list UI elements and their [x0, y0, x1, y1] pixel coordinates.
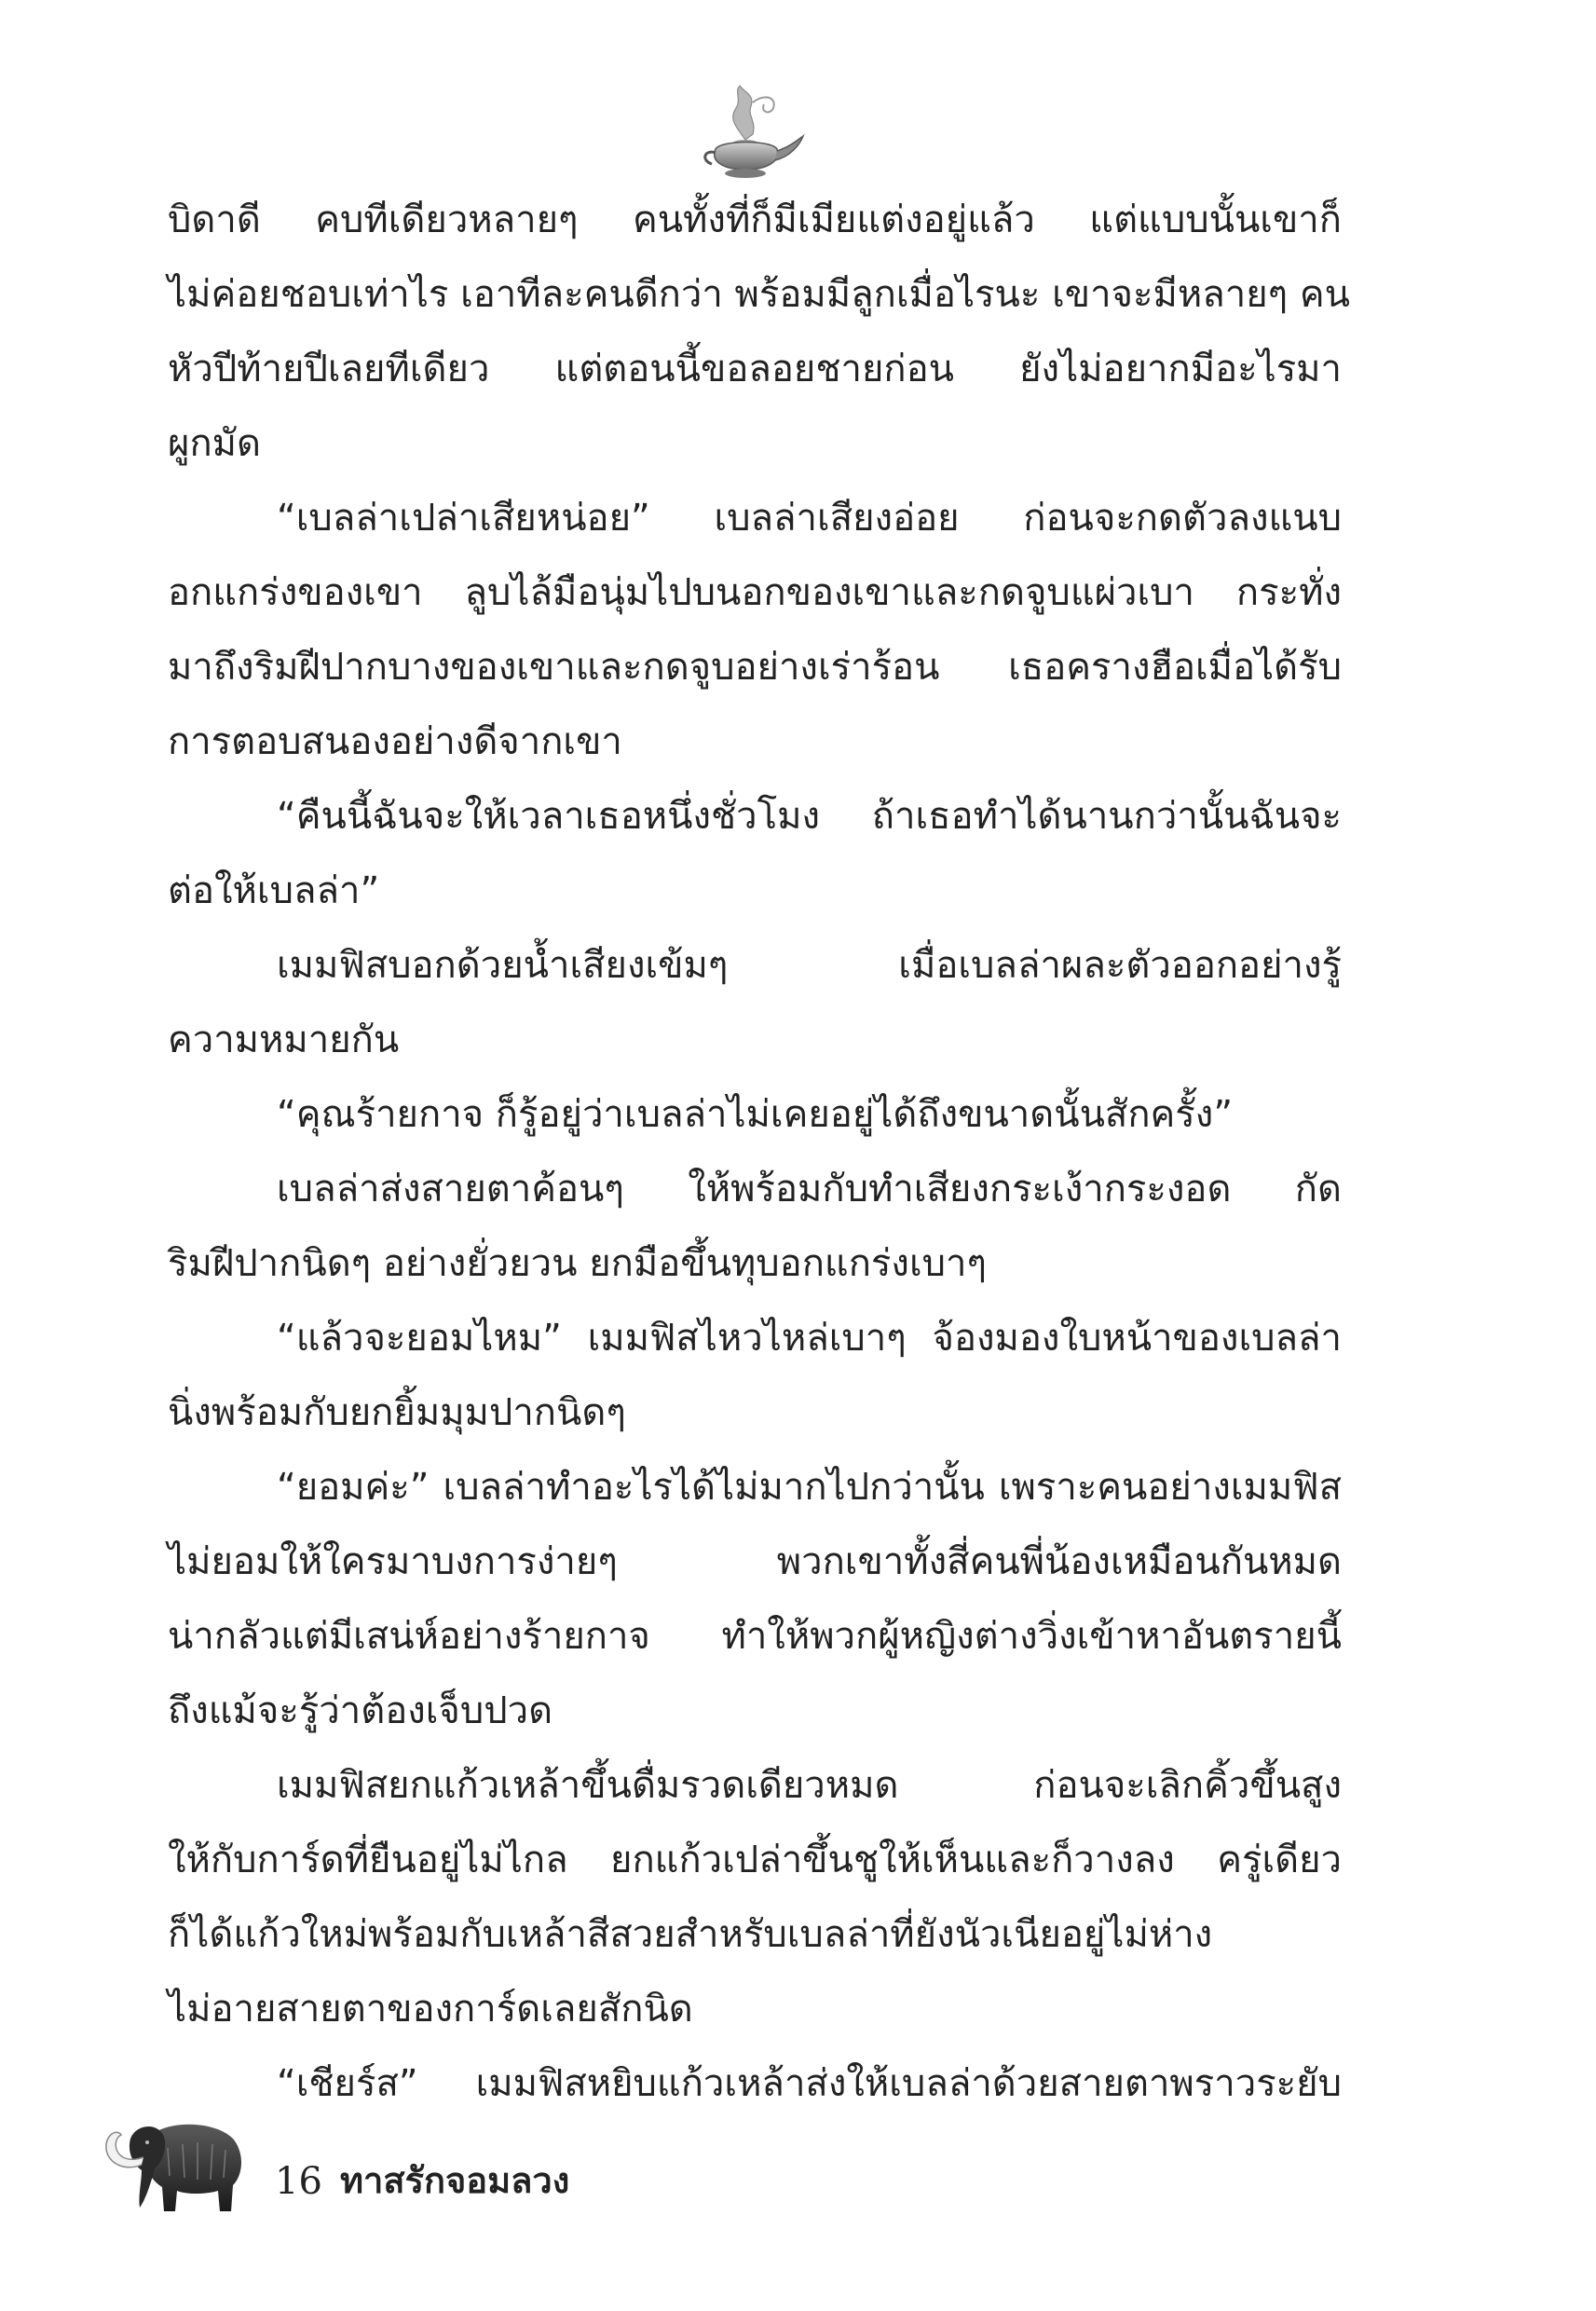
text-line: บิดาดี คบทีเดียวหลายๆ คนทั้งที่ก็มีเมียแต่งอยู่แล้ว แต่แบบนั้นเขาก็: [168, 198, 1342, 241]
text-line: “แล้วจะยอมไหม” เมมฟิสไหวไหล่เบาๆ จ้องมองใบหน้าของเบลล่า: [277, 1317, 1342, 1360]
text-line: ไม่ค่อยชอบเท่าไร เอาทีละคนดีกว่า พร้อมมีลูกเมื่อไรนะ เขาจะมีหลายๆ คน: [168, 273, 1350, 316]
page-number: 16: [275, 2160, 322, 2203]
text-line: “ยอมค่ะ” เบลล่าทำอะไรได้ไม่มากไปกว่านั้น เพราะคนอย่างเมมฟิส: [277, 1466, 1342, 1509]
text-line: ไม่อายสายตาของการ์ดเลยสักนิด: [168, 1988, 693, 2031]
text-line: ริมฝีปากนิดๆ อย่างยั่วยวน ยกมือขึ้นทุบอกแกร่งเบาๆ: [168, 1242, 987, 1285]
text-line: “เบลล่าเปล่าเสียหน่อย” เบลล่าเสียงอ่อย ก่อนจะกดตัวลงแนบ: [277, 497, 1342, 540]
text-line: ก็ได้แก้วใหม่พร้อมกับเหล้าสีสวยสำหรับเบลล่าที่ยังนัวเนียอยู่ไม่ห่าง: [168, 1913, 1213, 1956]
text-line: “คืนนี้ฉันจะให้เวลาเธอหนึ่งชั่วโมง ถ้าเธอทำได้นานกว่านั้นฉันจะ: [277, 795, 1342, 838]
genie-lamp-icon: [680, 82, 811, 185]
mammoth-icon: [93, 2111, 252, 2218]
text-line: เมมฟิสยกแก้วเหล้าขึ้นดื่มรวดเดียวหมด ก่อนจะเลิกคิ้วขึ้นสูง: [277, 1764, 1342, 1807]
text-line: ถึงแม้จะรู้ว่าต้องเจ็บปวด: [168, 1689, 553, 1732]
text-line: ให้กับการ์ดที่ยืนอยู่ไม่ไกล ยกแก้วเปล่าขึ้นชูให้เห็นและก็วางลง ครู่เดียว: [168, 1839, 1342, 1881]
text-line: “คุณร้ายกาจ ก็รู้อยู่ว่าเบลล่าไม่เคยอยู่ได้ถึงขนาดนั้นสักครั้ง”: [277, 1093, 1234, 1136]
text-line: ผูกมัด: [168, 422, 261, 465]
book-title: ทาสรักจอมลวง: [340, 2160, 570, 2201]
text-line: “เชียร์ส” เมมฟิสหยิบแก้วเหล้าส่งให้เบลล่าด้วยสายตาพราวระยับ: [277, 2062, 1342, 2105]
text-line: อกแกร่งของเขา ลูบไล้มือนุ่มไปบนอกของเขาและกดจูบแผ่วเบา กระทั่ง: [168, 571, 1342, 614]
text-line: หัวปีท้ายปีเลยทีเดียว แต่ตอนนี้ขอลอยชายก่อน ยังไม่อยากมีอะไรมา: [168, 348, 1342, 390]
text-line: น่ากลัวแต่มีเสน่ห์อย่างร้ายกาจ ทำให้พวกผู้หญิงต่างวิ่งเข้าหาอันตรายนี้: [168, 1615, 1342, 1658]
text-line: การตอบสนองอย่างดีจากเขา: [168, 720, 622, 763]
text-line: ไม่ยอมให้ใครมาบงการง่ายๆ พวกเขาทั้งสี่คนพี่น้องเหมือนกันหมด: [168, 1540, 1342, 1583]
text-line: นิ่งพร้อมกับยกยิ้มมุมปากนิดๆ: [168, 1391, 626, 1434]
text-line: เมมฟิสบอกด้วยน้ำเสียงเข้มๆ เมื่อเบลล่าผละตัวออกอย่างรู้: [277, 944, 1342, 987]
text-line: มาถึงริมฝีปากบางของเขาและกดจูบอย่างเร่าร้อน เธอครางฮือเมื่อได้รับ: [168, 646, 1342, 689]
body-text: [168, 183, 1350, 2121]
text-line: ความหมายกัน: [168, 1019, 400, 1061]
text-line: เบลล่าส่งสายตาค้อนๆ ให้พร้อมกับทำเสียงกระเง้ากระงอด กัด: [277, 1168, 1342, 1210]
text-line: ต่อให้เบลล่า”: [168, 869, 380, 912]
page-footer: [93, 2111, 745, 2222]
